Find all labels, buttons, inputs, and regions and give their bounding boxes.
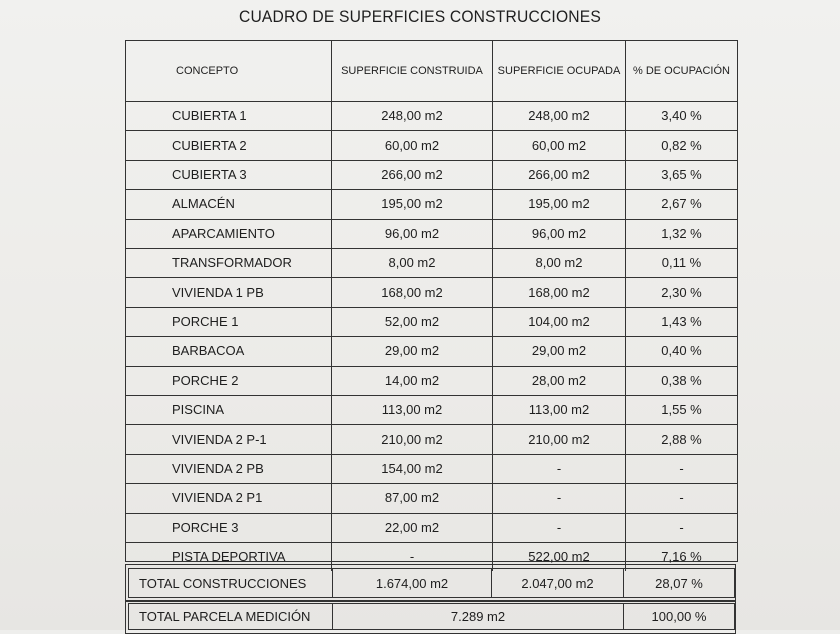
porcentaje-cell: 2,30 % bbox=[661, 284, 702, 300]
concept-cell: VIVIENDA 1 PB bbox=[126, 277, 332, 306]
porcentaje-cell: 2,88 % bbox=[661, 431, 702, 447]
concept-cell: CUBIERTA 1 bbox=[126, 101, 332, 130]
table-header-cell: SUPERFICIE CONSTRUIDA bbox=[332, 41, 493, 101]
construida-cell: 154,00 m2 bbox=[332, 454, 493, 483]
ocupada-cell: 104,00 m2 bbox=[493, 307, 626, 336]
table-row bbox=[126, 395, 737, 424]
porcentaje-cell: - bbox=[679, 460, 684, 476]
ocupada-cell: - bbox=[493, 513, 626, 542]
porcentaje-cell: - bbox=[679, 490, 684, 506]
ocupada-cell: - bbox=[493, 454, 626, 483]
table-header-cell: CONCEPTO bbox=[126, 41, 332, 101]
table-row bbox=[126, 130, 737, 159]
construida-cell: 248,00 m2 bbox=[332, 101, 493, 130]
porcentaje-cell: 0,38 % bbox=[661, 372, 702, 388]
ocupada-cell: 113,00 m2 bbox=[493, 395, 626, 424]
table-header-cell: SUPERFICIE OCUPADA bbox=[493, 41, 626, 101]
porcentaje-cell: 0,11 % bbox=[661, 255, 702, 271]
table-row bbox=[126, 454, 737, 483]
total-construcciones-label: TOTAL CONSTRUCCIONES bbox=[129, 569, 333, 597]
table-row bbox=[126, 366, 737, 395]
total-parcela-label: TOTAL PARCELA MEDICIÓN bbox=[129, 604, 333, 629]
construida-cell: 210,00 m2 bbox=[332, 424, 493, 453]
concept-cell: BARBACOA bbox=[126, 336, 332, 365]
total-parcela-superficie: 7.289 m2 bbox=[333, 604, 624, 629]
table-row bbox=[126, 483, 737, 512]
porcentaje-cell: 0,40 % bbox=[661, 343, 702, 359]
total-parcela-row bbox=[128, 603, 735, 630]
table-row bbox=[126, 248, 737, 277]
total-construcciones-row bbox=[128, 568, 735, 598]
ocupada-cell: - bbox=[493, 483, 626, 512]
ocupada-cell: 29,00 m2 bbox=[493, 336, 626, 365]
ocupada-cell: 195,00 m2 bbox=[493, 189, 626, 218]
concept-cell: PORCHE 1 bbox=[126, 307, 332, 336]
total-porcentaje-value: 28,07 % bbox=[655, 575, 703, 591]
concept-cell: ALMACÉN bbox=[126, 189, 332, 218]
construida-cell: 8,00 m2 bbox=[332, 248, 493, 277]
construida-cell: 168,00 m2 bbox=[332, 277, 493, 306]
ocupada-cell: 210,00 m2 bbox=[493, 424, 626, 453]
porcentaje-cell: - bbox=[679, 519, 684, 535]
construida-cell: 22,00 m2 bbox=[332, 513, 493, 542]
table-row bbox=[126, 513, 737, 542]
ocupada-cell: 60,00 m2 bbox=[493, 130, 626, 159]
concept-cell: VIVIENDA 2 PB bbox=[126, 454, 332, 483]
construida-cell: 60,00 m2 bbox=[332, 130, 493, 159]
porcentaje-cell: 2,67 % bbox=[661, 196, 702, 212]
concept-cell: PISTA DEPORTIVA bbox=[126, 542, 332, 571]
table-row bbox=[126, 160, 737, 189]
table-row bbox=[126, 277, 737, 306]
porcentaje-cell: 1,55 % bbox=[661, 402, 702, 418]
table-row bbox=[126, 424, 737, 453]
ocupada-cell: 266,00 m2 bbox=[493, 160, 626, 189]
porcentaje-cell: 7,16 % bbox=[661, 549, 702, 565]
construida-cell: 87,00 m2 bbox=[332, 483, 493, 512]
table-row bbox=[126, 219, 737, 248]
concept-cell: CUBIERTA 2 bbox=[126, 130, 332, 159]
total-parcela-porcentaje: 100,00 % bbox=[651, 609, 707, 624]
concept-cell: PISCINA bbox=[126, 395, 332, 424]
porcentaje-cell: 3,65 % bbox=[661, 166, 702, 182]
ocupada-cell: 96,00 m2 bbox=[493, 219, 626, 248]
concept-cell: VIVIENDA 2 P-1 bbox=[126, 424, 332, 453]
construida-cell: 14,00 m2 bbox=[332, 366, 493, 395]
concept-cell: PORCHE 2 bbox=[126, 366, 332, 395]
table-header-row bbox=[126, 41, 737, 101]
total-ocupada-value: 2.047,00 m2 bbox=[492, 569, 624, 597]
table-row bbox=[126, 101, 737, 130]
porcentaje-cell: 1,43 % bbox=[661, 313, 702, 329]
construida-cell: 29,00 m2 bbox=[332, 336, 493, 365]
concept-cell: APARCAMIENTO bbox=[126, 219, 332, 248]
ocupada-cell: 8,00 m2 bbox=[493, 248, 626, 277]
porcentaje-cell: 1,32 % bbox=[661, 225, 702, 241]
ocupada-cell: 28,00 m2 bbox=[493, 366, 626, 395]
porcentaje-cell: 0,82 % bbox=[661, 137, 702, 153]
surface-table bbox=[125, 40, 738, 565]
ocupada-cell: 168,00 m2 bbox=[493, 277, 626, 306]
table-row bbox=[126, 189, 737, 218]
concept-cell: PORCHE 3 bbox=[126, 513, 332, 542]
table-header-cell: % DE OCUPACIÓN bbox=[633, 65, 730, 77]
page-title: CUADRO DE SUPERFICIES CONSTRUCCIONES bbox=[238, 7, 602, 26]
construida-cell: 113,00 m2 bbox=[332, 395, 493, 424]
construida-cell: 96,00 m2 bbox=[332, 219, 493, 248]
concept-cell: CUBIERTA 3 bbox=[126, 160, 332, 189]
total-construida-value: 1.674,00 m2 bbox=[333, 569, 492, 597]
table-row bbox=[126, 307, 737, 336]
construida-cell: 52,00 m2 bbox=[332, 307, 493, 336]
concept-cell: VIVIENDA 2 P1 bbox=[126, 483, 332, 512]
construida-cell: - bbox=[332, 542, 493, 571]
concept-cell: TRANSFORMADOR bbox=[126, 248, 332, 277]
ocupada-cell: 248,00 m2 bbox=[493, 101, 626, 130]
table-row bbox=[126, 336, 737, 365]
porcentaje-cell: 3,40 % bbox=[661, 108, 702, 124]
construida-cell: 266,00 m2 bbox=[332, 160, 493, 189]
construida-cell: 195,00 m2 bbox=[332, 189, 493, 218]
ocupada-cell: 522,00 m2 bbox=[493, 542, 626, 571]
